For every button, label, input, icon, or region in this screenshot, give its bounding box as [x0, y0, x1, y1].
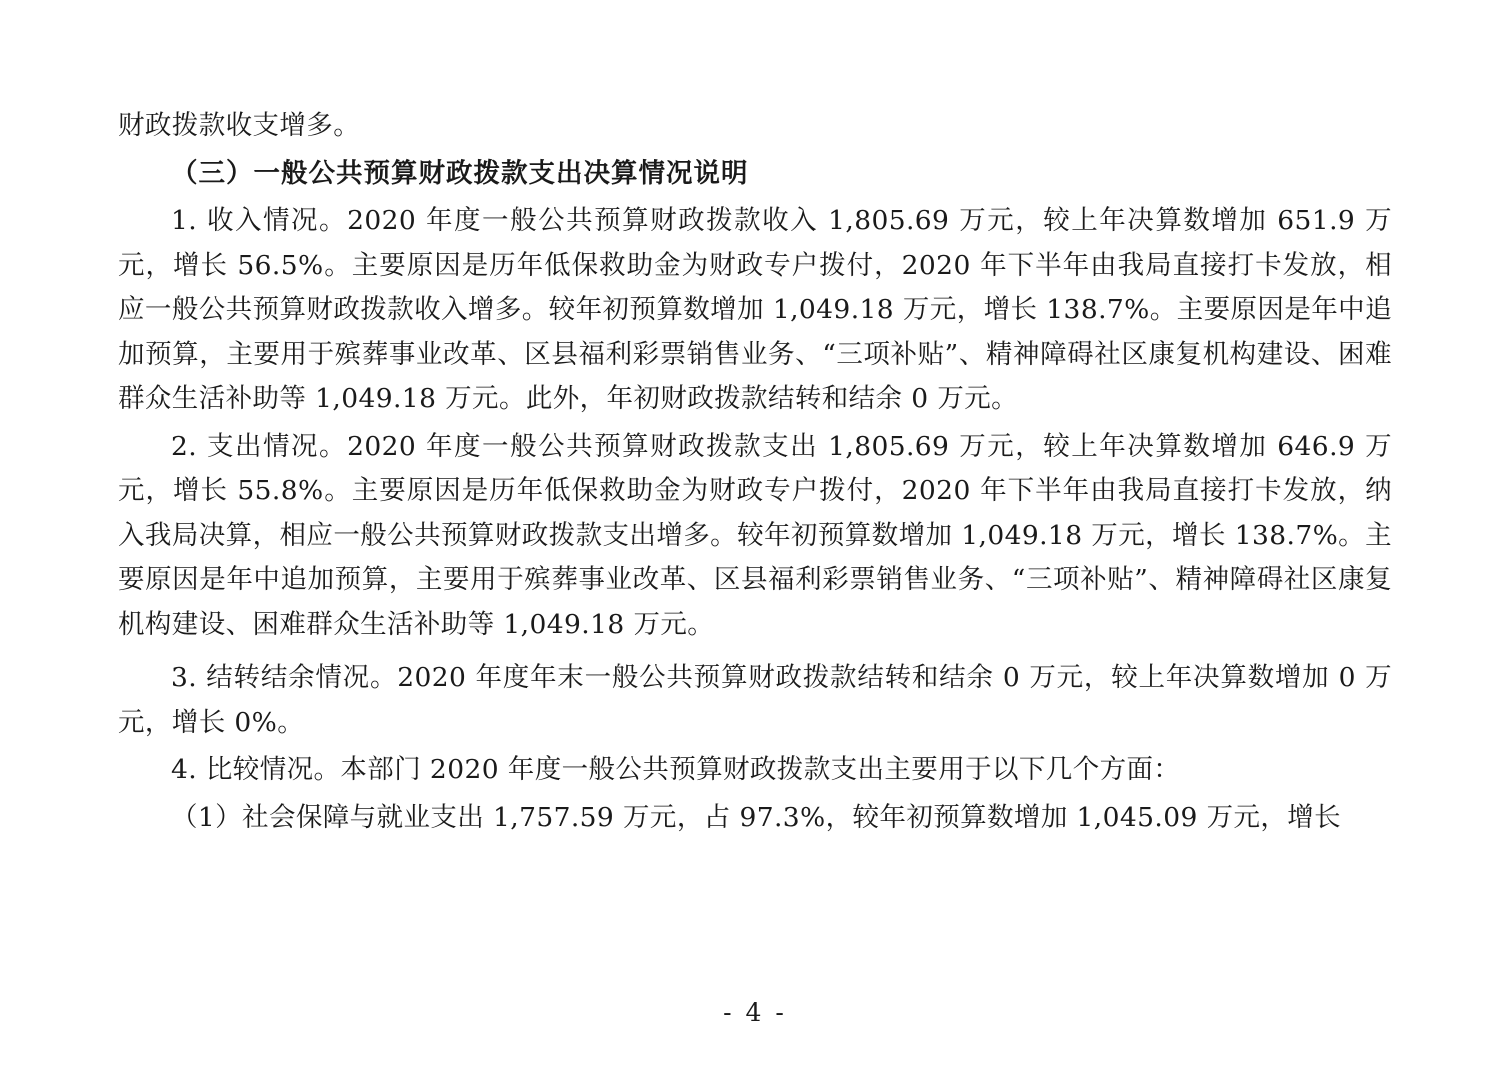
paragraph-comparison: 4. 比较情况。本部门 2020 年度一般公共预算财政拨款支出主要用于以下几个方面： — [171, 754, 1181, 785]
section-heading-3: （三）一般公共预算财政拨款支出决算情况说明 — [171, 157, 749, 189]
paragraph-expenditure: 2. 支出情况。2020 年度一般公共预算财政拨款支出 1,805.69 万元，较上年决算数增加 646.9 万元，增长 55.8%。主要原因是历年低保救助金为财政专户拨付，2020 年下半年由我局直接打卡发放，纳入我局决算，相应一般公共预算财政拨款支出增多。较年初预算数增加 1,049.18 万元，增长 138.7%。主要原因是年中追加预算，主要用于殡葬事业改革、区县福利彩票销售业务、“三项补贴”、精神障碍社区康复机构建设、困难群众生活补助等 1,049.18 万元。 — [118, 430, 1392, 640]
paragraph-carryover-balance: 3. 结转结余情况。2020 年度年末一般公共预算财政拨款结转和结余 0 万元，较上年决算数增加 0 万元，增长 0%。 — [118, 662, 1392, 738]
page-number: - 4 - — [723, 998, 787, 1027]
paragraph-income: 1. 收入情况。2020 年度一般公共预算财政拨款收入 1,805.69 万元，较上年决算数增加 651.9 万元，增长 56.5%。主要原因是历年低保救助金为财政专户拨付，2020 年下半年由我局直接打卡发放，相应一般公共预算财政拨款收入增多。较年初预算数增加 1,049.18 万元，增长 138.7%。主要原因是年中追加预算，主要用于殡葬事业改革、区县福利彩票销售业务、“三项补贴”、精神障碍社区康复机构建设、困难群众生活补助等 1,049.18 万元。此外，年初财政拨款结转和结余 0 万元。 — [118, 205, 1392, 414]
paragraph-carryover: 财政拨款收支增多。 — [118, 110, 361, 141]
paragraph-item-1: （1）社会保障与就业支出 1,757.59 万元，占 97.3%，较年初预算数增加 1,045.09 万元，增长 — [171, 801, 1342, 833]
document-body — [118, 104, 1392, 840]
